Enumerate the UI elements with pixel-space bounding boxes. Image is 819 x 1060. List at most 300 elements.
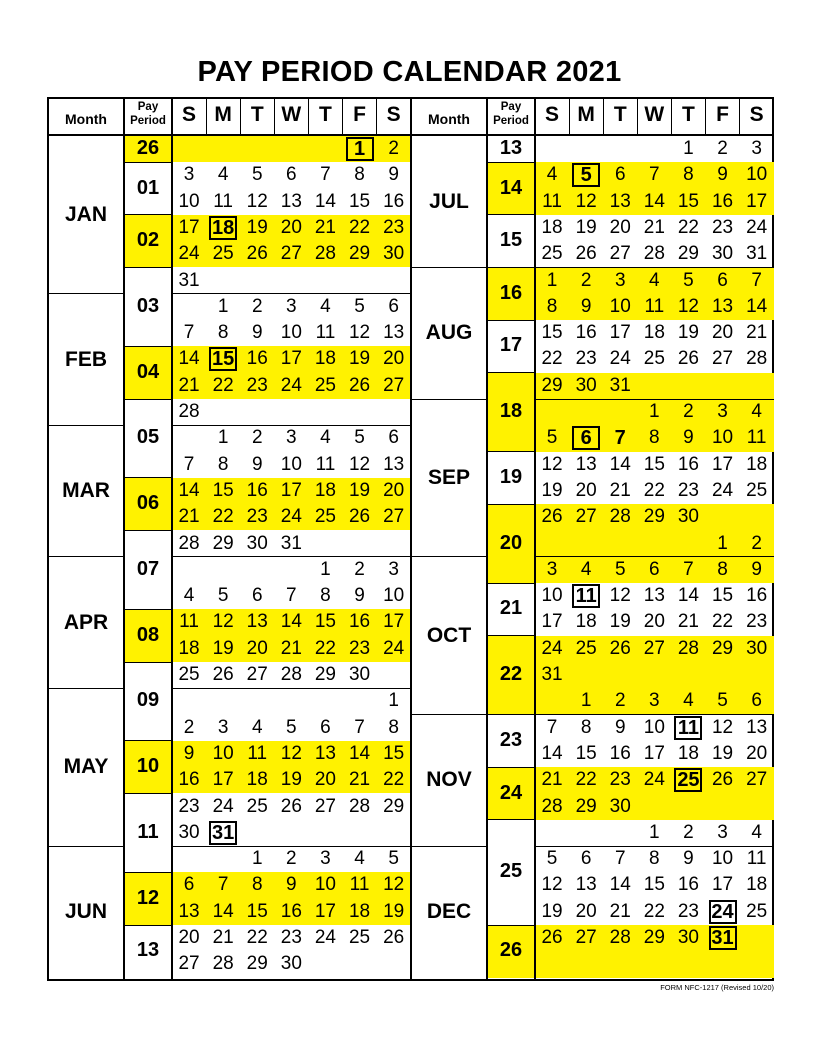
day-cell: 4 — [354, 848, 365, 870]
day-cell: 8 — [320, 585, 331, 607]
month-divider — [172, 556, 411, 557]
period-divider — [124, 346, 172, 347]
day-cell: 11 — [746, 848, 767, 870]
day-cell: 31 — [541, 664, 563, 685]
pay-period-number: 24 — [499, 781, 523, 804]
period-divider — [124, 793, 172, 794]
day-cell: 8 — [251, 874, 263, 896]
payday-box — [572, 584, 600, 608]
day-cell: 18 — [643, 322, 665, 344]
month-header: Month — [65, 111, 107, 127]
day-cell: 1 — [683, 138, 694, 159]
day-cell: 15 — [711, 585, 734, 607]
day-cell: 1 — [388, 690, 399, 712]
pay-period-number: 07 — [136, 557, 160, 580]
day-cell: 13 — [711, 295, 734, 317]
day-cell: 26 — [575, 243, 597, 265]
day-cell: 6 — [717, 269, 728, 291]
day-cell: 4 — [251, 716, 263, 738]
day-cell: 25 — [348, 927, 371, 948]
day-cell: 26 — [541, 506, 563, 528]
day-cell: 10 — [178, 190, 200, 212]
day-cell: 22 — [383, 769, 405, 791]
day-cell: 19 — [246, 216, 268, 238]
pay-period-number: 16 — [499, 281, 523, 304]
day-cell: 25 — [643, 348, 665, 370]
day-cell: 8 — [388, 716, 399, 738]
day-cell: 29 — [643, 506, 665, 528]
day-cell: 5 — [546, 427, 558, 449]
calendar-left-half — [48, 97, 411, 981]
period-divider — [124, 162, 172, 163]
day-cell: 16 — [178, 769, 200, 791]
day-cell: 26 — [280, 795, 302, 817]
center-divider — [410, 97, 412, 981]
day-cell: 22 — [711, 611, 734, 633]
day-cell: 27 — [246, 664, 268, 685]
day-cell: 1 — [717, 532, 728, 554]
day-cell: 3 — [614, 269, 626, 291]
day-cell: 10 — [609, 295, 631, 317]
pay-period-number: 18 — [499, 400, 523, 423]
day-cell: 29 — [711, 637, 734, 659]
day-cell: 29 — [246, 953, 268, 975]
pay-period-number: 13 — [136, 939, 160, 962]
day-cell: 25 — [541, 243, 563, 265]
day-cell: 20 — [746, 742, 768, 764]
day-cell: 2 — [683, 821, 694, 843]
day-cell: 4 — [320, 427, 331, 449]
day-cell: 18 — [677, 742, 699, 764]
day-cell: 21 — [178, 374, 200, 396]
payday-box — [346, 137, 374, 161]
day-cell: 14 — [746, 295, 768, 317]
day-cell: 1 — [217, 295, 229, 317]
day-cell: 22 — [643, 479, 665, 501]
pay-period-number: 23 — [499, 728, 523, 751]
pay-period-number: 09 — [136, 689, 160, 712]
day-cell: 3 — [388, 558, 399, 580]
day-cell: 20 — [246, 637, 268, 659]
pay-period-number: 04 — [136, 360, 160, 383]
day-cell: 6 — [286, 164, 297, 186]
day-cell: 5 — [354, 427, 365, 449]
day-cell: 11 — [213, 190, 233, 212]
day-cell: 4 — [217, 164, 229, 186]
day-cell: 5 — [354, 295, 365, 317]
day-cell: 10 — [280, 453, 302, 475]
day-cell: 28 — [609, 506, 631, 528]
month-label: APR — [63, 610, 109, 634]
day-cell: 25 — [246, 795, 268, 817]
day-cell: 2 — [614, 690, 626, 712]
day-cell: 11 — [315, 453, 336, 475]
day-cell: 2 — [388, 138, 399, 159]
pay-period-number: 02 — [136, 229, 160, 252]
day-cell: 23 — [711, 216, 734, 238]
month-divider — [48, 425, 124, 426]
day-cell: 10 — [212, 742, 234, 764]
weekday-divider — [308, 97, 309, 134]
day-cell: 20 — [280, 216, 302, 238]
day-cell: 11 — [247, 742, 268, 764]
day-cell: 31 — [178, 269, 200, 291]
day-cell: 20 — [383, 479, 405, 501]
day-cell: 3 — [286, 295, 297, 317]
day-cell: 12 — [575, 190, 597, 212]
month-label: NOV — [426, 768, 472, 792]
page-title: PAY PERIOD CALENDAR 2021 — [197, 56, 622, 88]
day-cell: 17 — [383, 611, 405, 633]
day-cell: 13 — [643, 585, 665, 607]
day-cell: 17 — [178, 216, 200, 238]
day-cell: 19 — [711, 742, 734, 764]
day-cell: 19 — [348, 479, 371, 501]
day-cell: 1 — [217, 427, 229, 449]
month-header: Month — [428, 111, 470, 127]
day-cell: 15 — [541, 322, 563, 344]
pay-period-number: 10 — [136, 755, 160, 778]
pay-period-number: 22 — [499, 663, 523, 686]
day-cell: 14 — [348, 742, 371, 764]
form-label: FORM NFC-1217 (Revised 10/20) — [660, 983, 774, 992]
weekday-divider — [637, 97, 638, 134]
day-cell: 22 — [212, 506, 234, 528]
day-cell: 21 — [541, 769, 563, 791]
day-cell: 2 — [683, 401, 694, 422]
day-cell: 11 — [315, 322, 336, 344]
day-cell: 8 — [683, 164, 694, 186]
day-cell: 18 — [348, 900, 371, 922]
day-cell: 8 — [717, 558, 728, 580]
period-divider — [124, 740, 172, 741]
day-cell: 18 — [541, 216, 563, 238]
day-cell: 13 — [383, 322, 405, 344]
month-divider — [535, 846, 774, 847]
day-cell: 8 — [217, 322, 229, 344]
pay-period-number: 26 — [499, 939, 523, 962]
period-divider — [124, 399, 172, 400]
day-cell: 16 — [246, 348, 268, 370]
day-cell: 21 — [178, 506, 200, 528]
day-cell: 12 — [348, 322, 371, 344]
day-cell: 4 — [580, 558, 592, 580]
day-cell: 3 — [717, 401, 728, 422]
day-cell: 3 — [286, 427, 297, 449]
month-divider — [411, 267, 487, 268]
day-cell: 9 — [614, 716, 626, 738]
day-cell: 17 — [711, 453, 734, 475]
day-cell: 26 — [541, 927, 563, 948]
day-cell: 6 — [751, 690, 762, 712]
day-cell: 17 — [541, 611, 563, 633]
day-cell: 27 — [383, 374, 405, 396]
day-cell: 16 — [383, 190, 405, 212]
day-cell: 12 — [246, 190, 268, 212]
pay-period-number: 25 — [499, 860, 523, 883]
day-cell: 28 — [746, 348, 768, 370]
day-cell: 25 — [677, 769, 700, 792]
month-label: MAY — [63, 755, 109, 779]
day-cell: 19 — [212, 637, 234, 659]
period-divider — [487, 451, 535, 452]
day-cell: 7 — [183, 453, 195, 475]
payday-box — [709, 926, 737, 950]
day-cell: 15 — [246, 900, 268, 922]
day-cell: 9 — [683, 848, 694, 870]
day-cell: 29 — [643, 927, 665, 948]
payday-box — [709, 900, 737, 924]
day-cell: 6 — [614, 164, 626, 186]
day-cell: 18 — [178, 637, 200, 659]
day-cell: 31 — [609, 374, 631, 396]
day-cell: 9 — [717, 164, 728, 186]
month-divider — [172, 688, 411, 689]
day-cell: 22 — [575, 769, 597, 791]
payday-box — [209, 216, 237, 240]
day-cell: 12 — [677, 295, 699, 317]
period-divider — [487, 372, 535, 373]
day-cell: 20 — [711, 322, 734, 344]
day-cell: 11 — [542, 190, 562, 212]
day-cell: 1 — [320, 558, 331, 580]
day-cell: 12 — [280, 742, 302, 764]
period-divider — [487, 583, 535, 584]
day-cell: 10 — [711, 427, 734, 449]
pay-period-number: 01 — [136, 176, 160, 199]
weekday-header: W — [644, 103, 665, 126]
day-cell: 3 — [183, 164, 195, 186]
header-divider — [411, 134, 774, 136]
day-cell: 14 — [609, 453, 631, 475]
pay-period-number: 21 — [499, 597, 523, 620]
day-cell: 16 — [575, 322, 597, 344]
day-cell: 2 — [251, 295, 263, 317]
day-cell: 16 — [348, 611, 371, 633]
day-cell: 30 — [609, 795, 631, 817]
month-divider — [48, 688, 124, 689]
weekday-header: W — [281, 103, 302, 126]
day-cell: 6 — [649, 558, 660, 580]
day-cell: 24 — [280, 374, 302, 396]
day-cell: 15 — [314, 611, 336, 633]
day-cell: 6 — [388, 427, 399, 449]
day-cell: 28 — [348, 795, 371, 817]
period-column-divider — [171, 97, 173, 981]
day-cell: 28 — [212, 953, 234, 975]
day-cell: 13 — [314, 742, 336, 764]
month-label: DEC — [426, 899, 472, 923]
day-cell: 16 — [711, 190, 734, 212]
month-label: JUN — [64, 899, 107, 923]
day-cell: 4 — [649, 269, 660, 291]
period-divider — [487, 504, 535, 505]
period-divider — [124, 267, 172, 268]
day-cell: 24 — [541, 637, 563, 659]
month-divider — [48, 293, 124, 294]
day-cell: 1 — [649, 401, 660, 422]
day-cell: 29 — [348, 243, 371, 265]
day-cell: 6 — [580, 427, 592, 450]
day-cell: 1 — [580, 690, 592, 712]
weekday-header: S — [545, 103, 560, 126]
day-cell: 22 — [677, 216, 699, 238]
month-divider — [535, 267, 774, 268]
day-cell: 9 — [388, 164, 399, 186]
day-cell: 27 — [314, 795, 336, 817]
day-cell: 12 — [212, 611, 234, 633]
day-cell: 6 — [183, 874, 195, 896]
day-cell: 16 — [746, 585, 768, 607]
period-divider — [124, 925, 172, 926]
day-cell: 11 — [575, 585, 597, 608]
weekday-header: T — [613, 103, 627, 126]
day-cell: 30 — [246, 532, 268, 554]
day-cell: 5 — [217, 585, 229, 607]
weekday-divider — [739, 97, 740, 134]
period-label: Period — [130, 115, 166, 127]
month-divider — [411, 846, 487, 847]
day-cell: 8 — [580, 716, 592, 738]
day-cell: 19 — [609, 611, 631, 633]
day-cell: 5 — [683, 269, 694, 291]
day-cell: 20 — [178, 927, 200, 948]
day-cell: 17 — [212, 769, 234, 791]
day-cell: 29 — [383, 795, 405, 817]
day-cell: 5 — [286, 716, 297, 738]
weekday-divider — [671, 97, 672, 134]
day-cell: 23 — [575, 348, 597, 370]
month-divider — [535, 399, 774, 400]
month-label: SEP — [427, 465, 471, 489]
payday-box — [572, 163, 600, 187]
month-divider — [48, 846, 124, 847]
weekday-divider — [342, 97, 343, 134]
day-cell: 8 — [217, 453, 229, 475]
day-cell: 4 — [320, 295, 331, 317]
pay-period-number: 08 — [136, 623, 160, 646]
day-cell: 29 — [677, 243, 699, 265]
weekday-header: M — [214, 103, 232, 126]
day-cell: 21 — [280, 637, 302, 659]
day-cell: 21 — [677, 611, 699, 633]
day-cell: 18 — [314, 479, 336, 501]
day-cell: 14 — [178, 348, 200, 370]
day-cell: 30 — [280, 953, 302, 975]
day-cell: 23 — [677, 900, 699, 922]
day-cell: 7 — [683, 558, 694, 580]
weekday-divider — [376, 97, 377, 134]
day-cell: 14 — [541, 742, 563, 764]
month-divider — [172, 846, 411, 847]
period-label: Period — [493, 115, 529, 127]
day-cell: 20 — [575, 900, 597, 922]
day-cell: 15 — [348, 190, 371, 212]
day-cell: 25 — [575, 637, 597, 659]
day-cell: 7 — [546, 716, 558, 738]
month-label: FEB — [65, 347, 107, 371]
day-cell: 3 — [649, 690, 660, 712]
day-cell: 6 — [251, 585, 263, 607]
day-cell: 16 — [246, 479, 268, 501]
day-cell: 29 — [575, 795, 597, 817]
day-cell: 2 — [354, 558, 365, 580]
month-divider — [48, 556, 124, 557]
month-label: AUG — [425, 321, 473, 345]
day-cell: 10 — [746, 164, 768, 186]
day-cell: 15 — [575, 742, 597, 764]
day-cell: 16 — [677, 453, 699, 475]
day-cell: 27 — [746, 769, 768, 791]
day-cell: 2 — [717, 138, 728, 159]
day-cell: 3 — [717, 821, 728, 843]
day-cell: 24 — [711, 479, 734, 501]
day-cell: 7 — [614, 848, 626, 870]
day-cell: 22 — [348, 216, 371, 238]
month-label: MAR — [62, 479, 110, 503]
day-cell: 30 — [677, 506, 699, 528]
day-cell: 27 — [711, 348, 734, 370]
day-cell: 9 — [683, 427, 694, 449]
period-column-divider — [534, 97, 536, 981]
day-cell: 5 — [388, 848, 399, 870]
day-cell: 6 — [320, 716, 331, 738]
day-cell: 21 — [212, 927, 234, 948]
day-cell: 2 — [286, 848, 297, 870]
day-cell: 6 — [580, 848, 592, 870]
day-cell: 7 — [614, 427, 626, 450]
period-divider — [487, 267, 535, 268]
day-cell: 30 — [575, 374, 597, 396]
payday-box — [209, 821, 237, 845]
day-cell: 7 — [217, 874, 229, 896]
month-divider — [535, 556, 774, 557]
day-cell: 5 — [251, 164, 263, 186]
day-cell: 13 — [575, 874, 597, 896]
day-cell: 20 — [643, 611, 665, 633]
day-cell: 22 — [541, 348, 563, 370]
weekday-divider — [705, 97, 706, 134]
day-cell: 26 — [212, 664, 234, 685]
day-cell: 7 — [183, 322, 195, 344]
day-cell: 10 — [541, 585, 563, 607]
day-cell: 13 — [575, 453, 597, 475]
day-cell: 20 — [314, 769, 336, 791]
pay-period-number: 17 — [499, 334, 523, 357]
day-cell: 4 — [683, 690, 694, 712]
day-cell: 4 — [183, 585, 195, 607]
period-divider — [124, 214, 172, 215]
day-cell: 8 — [649, 427, 660, 449]
day-cell: 15 — [677, 190, 699, 212]
day-cell: 31 — [746, 243, 768, 265]
weekday-header: S — [386, 103, 401, 126]
day-cell: 6 — [388, 295, 399, 317]
day-cell: 28 — [314, 243, 336, 265]
period-divider — [487, 320, 535, 321]
day-cell: 28 — [609, 927, 631, 948]
pay-period-number: 11 — [137, 820, 159, 843]
day-cell: 26 — [348, 506, 371, 528]
month-column-divider — [123, 97, 125, 981]
day-cell: 24 — [314, 927, 336, 948]
day-cell: 23 — [677, 479, 699, 501]
day-cell: 12 — [348, 453, 371, 475]
month-column-divider — [486, 97, 488, 981]
day-cell: 1 — [649, 821, 660, 843]
pay-period-header — [487, 100, 535, 128]
day-cell: 31 — [280, 532, 302, 554]
